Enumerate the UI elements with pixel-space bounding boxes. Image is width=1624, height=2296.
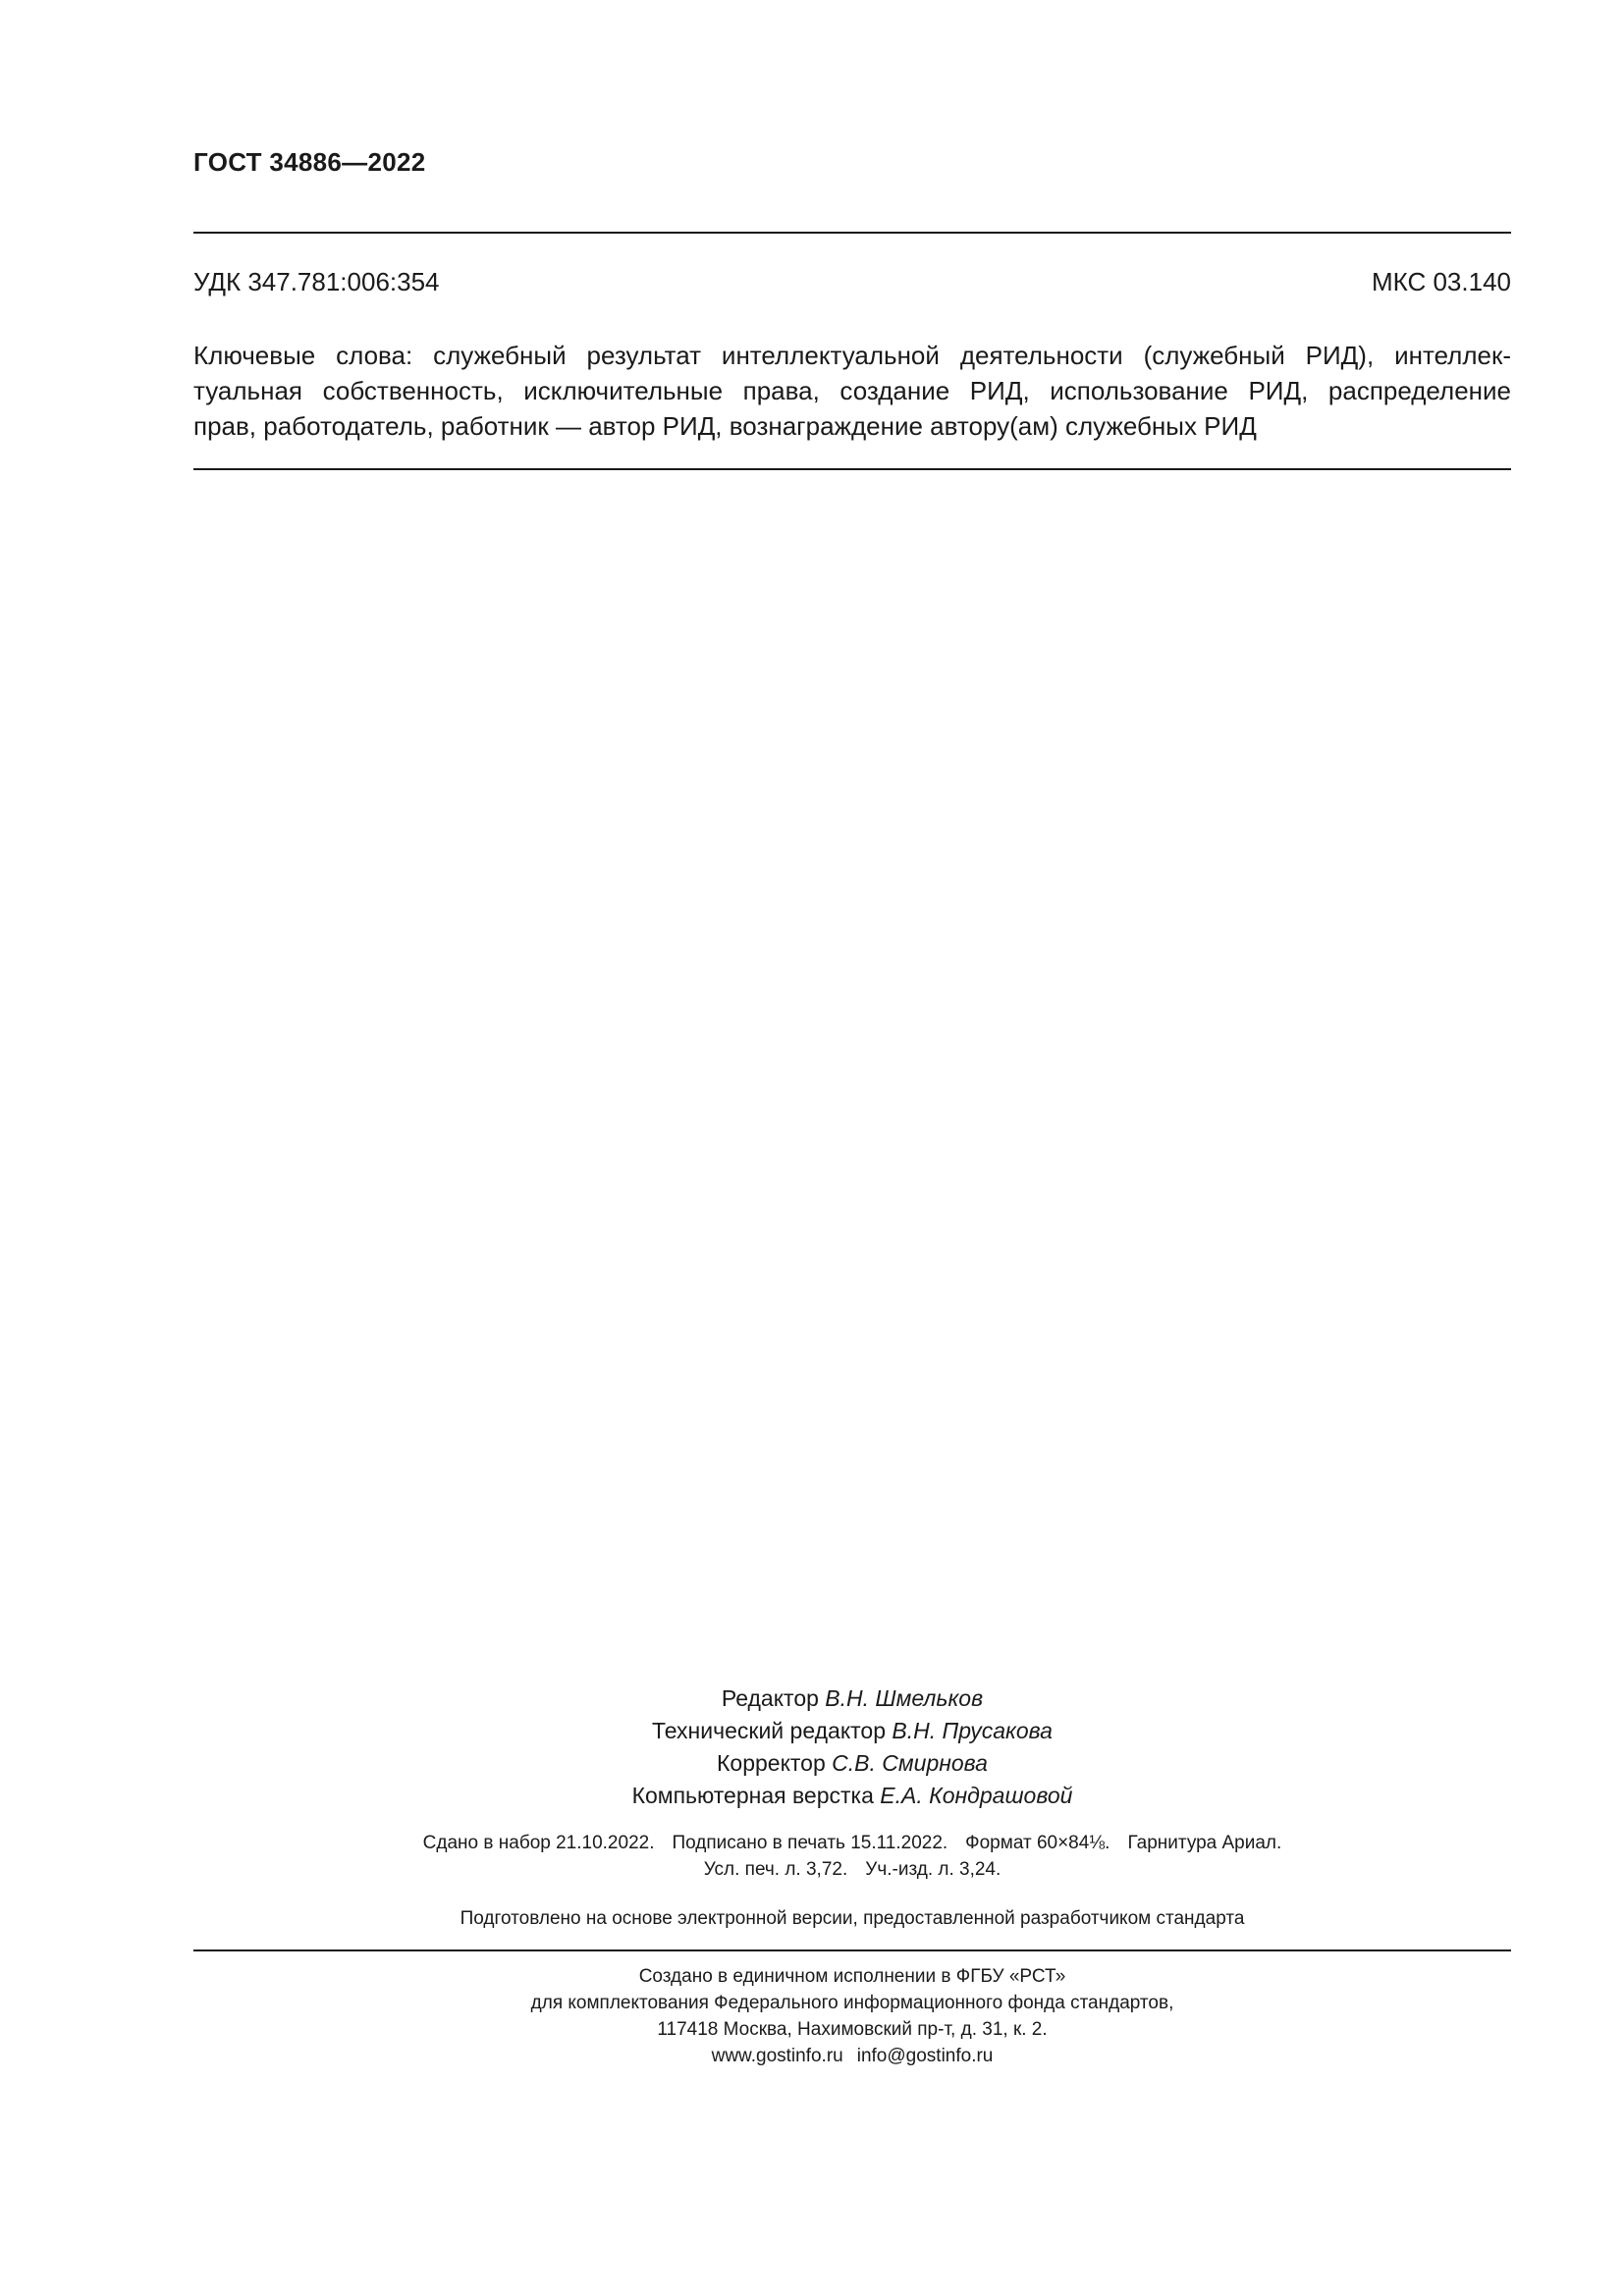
keywords-line: туальная собственность, исключительные права, создание РИД, использование РИД, распределение xyxy=(193,376,1511,405)
print-sheets: Усл. печ. л. 3,72. xyxy=(703,1859,848,1880)
email-link[interactable]: info@gostinfo.ru xyxy=(856,2046,994,2066)
layout-credit xyxy=(193,1780,1511,1812)
editor-name: В.Н. Шмельков xyxy=(825,1685,984,1711)
publisher-contacts xyxy=(193,2043,1511,2069)
publisher-line: для комплектования Федерального информационного фонда стандартов, xyxy=(530,1993,1174,2013)
submitted-date: Сдано в набор 21.10.2022. xyxy=(422,1833,655,1853)
editor-role: Редактор xyxy=(721,1685,819,1711)
tech-editor-name: В.Н. Прусакова xyxy=(892,1718,1053,1743)
document-code: ГОСТ 34886—2022 xyxy=(193,147,426,177)
typeface: Гарнитура Ариал. xyxy=(1127,1833,1282,1853)
tech-editor-role: Технический редактор xyxy=(652,1718,887,1743)
tech-editor-credit xyxy=(193,1715,1511,1747)
print-info xyxy=(193,1830,1511,1883)
editor-credit xyxy=(193,1682,1511,1715)
publisher-address: 117418 Москва, Нахимовский пр-т, д. 31, к. 2. xyxy=(657,2019,1048,2040)
publisher-info xyxy=(193,1963,1511,2069)
udk-code: УДК 347.781:006:354 xyxy=(193,267,440,296)
keywords-line: прав, работодатель, работник — автор РИД, вознаграждение автору(ам) служебных РИД xyxy=(193,411,1257,441)
footer-divider xyxy=(193,1949,1511,1951)
proofreader-credit xyxy=(193,1747,1511,1780)
print-info-line xyxy=(193,1856,1511,1883)
layout-role: Компьютерная верстка xyxy=(631,1783,874,1808)
keywords-divider xyxy=(193,468,1511,470)
mks-code: МКС 03.140 xyxy=(1371,267,1511,296)
layout-name: Е.А. Кондрашовой xyxy=(880,1783,1073,1808)
website-link[interactable]: www.gostinfo.ru xyxy=(711,2046,843,2066)
proofreader-name: С.В. Смирнова xyxy=(832,1750,988,1776)
prepared-note: Подготовлено на основе электронной версии, предоставленной разработчиком стандарта xyxy=(460,1908,1245,1929)
keywords-paragraph xyxy=(193,338,1511,444)
paper-format: Формат 60×84⅛. xyxy=(965,1833,1110,1853)
proofreader-role: Корректор xyxy=(717,1750,826,1776)
print-info-line xyxy=(193,1830,1511,1856)
signed-date: Подписано в печать 15.11.2022. xyxy=(672,1833,948,1853)
classification-row xyxy=(193,267,1511,297)
publish-sheets: Уч.-изд. л. 3,24. xyxy=(865,1859,1001,1880)
staff-credits xyxy=(193,1682,1511,1812)
publisher-line: Создано в единичном исполнении в ФГБУ «РСТ» xyxy=(638,1966,1066,1987)
keywords-line: Ключевые слова: служебный результат интеллектуальной деятельности (служебный РИД), интеллек- xyxy=(193,341,1511,370)
top-divider xyxy=(193,232,1511,234)
